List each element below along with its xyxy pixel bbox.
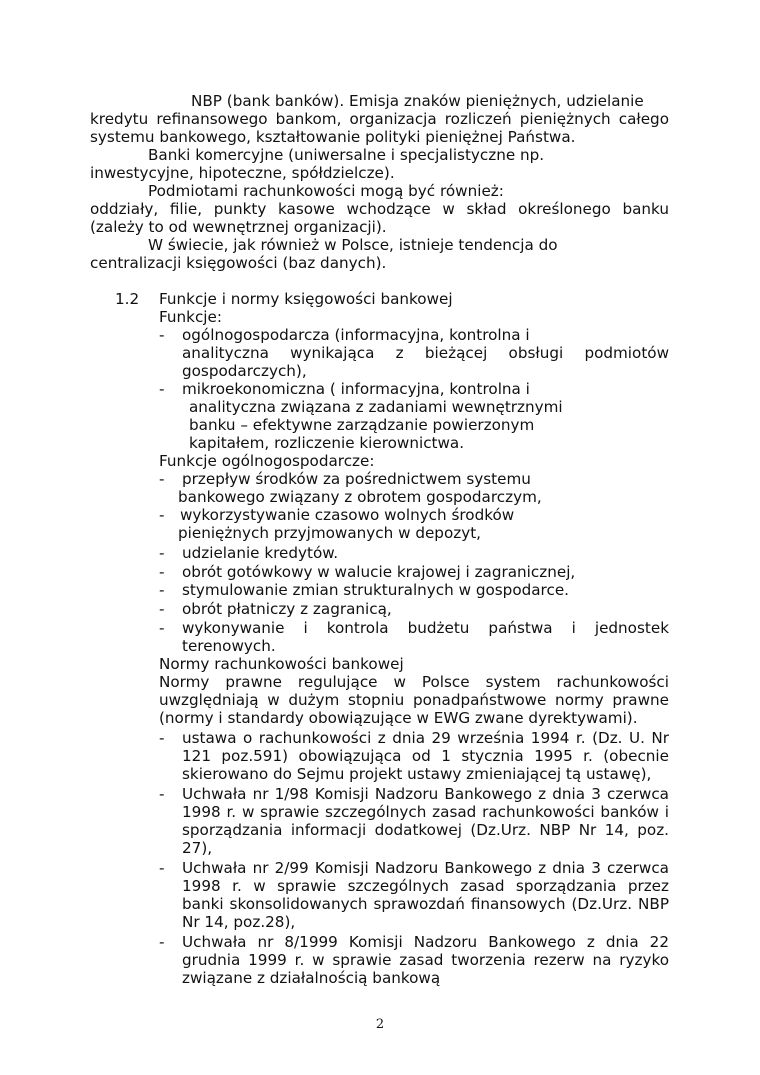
list-item-line: terenowych. bbox=[182, 637, 276, 655]
list-dash: - bbox=[159, 326, 165, 344]
list-dash: - bbox=[159, 581, 165, 599]
list-item-line: stymulowanie zmian strukturalnych w gospodarce. bbox=[182, 581, 569, 599]
list-dash: - bbox=[159, 380, 165, 398]
text-line: NBP (bank banków). Emisja znaków pieniężnych, udzielanie bbox=[191, 92, 644, 110]
normy-intro-line: uwzględniają w dużym stopniu ponadpaństwowe normy prawne bbox=[159, 691, 669, 709]
list-item-line: 1998 r. w sprawie szczególnych zasad sporządzania przez bbox=[182, 877, 669, 895]
text-line: Podmiotami rachunkowości mogą być również: bbox=[148, 182, 504, 200]
list-item-line: ogólnogospodarcza (informacyjna, kontrolna i bbox=[182, 326, 530, 344]
list-item-line: gospodarczych), bbox=[182, 362, 307, 380]
list-item-line: pieniężnych przyjmowanych w depozyt, bbox=[178, 524, 481, 542]
list-item-line: analityczna wynikająca z bieżącej obsługi podmiotów bbox=[182, 344, 669, 362]
list-item-line: obrót gotówkowy w walucie krajowej i zagranicznej, bbox=[182, 563, 576, 581]
list-item-line: wykorzystywanie czasowo wolnych środków bbox=[180, 506, 515, 524]
list-item-line: sporządzania informacji dodatkowej (Dz.Urz. NBP Nr 14, poz. bbox=[182, 821, 669, 839]
list-item-line: analityczna związana z zadaniami wewnętrznymi bbox=[189, 398, 563, 416]
list-item-line: Uchwała nr 1/98 Komisji Nadzoru Bankowego z dnia 3 czerwca bbox=[182, 785, 669, 803]
text-line: kredytu refinansowego bankom, organizacja rozliczeń pieniężnych całego bbox=[90, 110, 669, 128]
normy-intro-line: (normy i standardy obowiązujące w EWG zwane dyrektywami). bbox=[159, 709, 638, 727]
list-item-line: związane z działalnością bankową bbox=[182, 969, 441, 987]
text-line: oddziały, filie, punkty kasowe wchodzące w skład określonego banku bbox=[90, 200, 669, 218]
list-item-line: bankowego związany z obrotem gospodarczym, bbox=[178, 488, 542, 506]
list-item-line: mikroekonomiczna ( informacyjna, kontrolna i bbox=[182, 380, 530, 398]
list-dash: - bbox=[159, 933, 165, 951]
list-item-line: ustawa o rachunkowości z dnia 29 września 1994 r. (Dz. U. Nr bbox=[182, 729, 669, 747]
list-item-line: 27), bbox=[182, 839, 213, 857]
list-item-line: grudnia 1999 r. w sprawie zasad tworzenia rezerw na ryzyko bbox=[182, 951, 669, 969]
funkcje-label: Funkcje: bbox=[159, 308, 222, 326]
list-item-line: Uchwała nr 8/1999 Komisji Nadzoru Bankowego z dnia 22 bbox=[182, 933, 669, 951]
list-item-line: banku – efektywne zarządzanie powierzonym bbox=[189, 416, 535, 434]
list-dash: - bbox=[159, 506, 165, 524]
section-title: Funkcje i normy księgowości bankowej bbox=[159, 290, 453, 308]
text-line: centralizacji księgowości (baz danych). bbox=[90, 254, 387, 272]
normy-intro-line: Normy prawne regulujące w Polsce system rachunkowości bbox=[159, 673, 669, 691]
list-dash: - bbox=[159, 544, 165, 562]
list-item-line: obrót płatniczy z zagranicą, bbox=[182, 600, 392, 618]
section-number: 1.2 bbox=[115, 290, 140, 308]
list-item-line: Nr 14, poz.28), bbox=[182, 913, 296, 931]
list-item-line: skierowano do Sejmu projekt ustawy zmieniającej tą ustawę), bbox=[182, 765, 652, 783]
list-dash: - bbox=[159, 729, 165, 747]
list-dash: - bbox=[159, 600, 165, 618]
list-item-line: przepływ środków za pośrednictwem systemu bbox=[182, 470, 531, 488]
list-dash: - bbox=[159, 859, 165, 877]
text-line: inwestycyjne, hipoteczne, spółdzielcze). bbox=[90, 164, 395, 182]
ogolno-label: Funkcje ogólnogospodarcze: bbox=[159, 452, 375, 470]
text-line: (zależy to od wewnętrznej organizacji). bbox=[90, 218, 387, 236]
list-item-line: wykonywanie i kontrola budżetu państwa i jednostek bbox=[182, 619, 669, 637]
list-dash: - bbox=[159, 785, 165, 803]
page-number: 2 bbox=[375, 1017, 385, 1032]
list-item-line: Uchwała nr 2/99 Komisji Nadzoru Bankowego z dnia 3 czerwca bbox=[182, 859, 669, 877]
text-line: W świecie, jak również w Polsce, istnieje tendencja do bbox=[148, 236, 558, 254]
text-line: Banki komercyjne (uniwersalne i specjalistyczne np. bbox=[148, 146, 545, 164]
text-line: systemu bankowego, kształtowanie polityki pieniężnej Państwa. bbox=[90, 128, 576, 146]
normy-label: Normy rachunkowości bankowej bbox=[159, 655, 404, 673]
list-dash: - bbox=[159, 470, 165, 488]
list-item-line: kapitałem, rozliczenie kierownictwa. bbox=[189, 434, 465, 452]
list-dash: - bbox=[159, 563, 165, 581]
list-item-line: banki skonsolidowanych sprawozdań finansowych (Dz.Urz. NBP bbox=[182, 895, 669, 913]
list-item-line: 1998 r. w sprawie szczególnych zasad rachunkowości banków i bbox=[182, 803, 669, 821]
list-item-line: udzielanie kredytów. bbox=[182, 544, 339, 562]
list-dash: - bbox=[159, 619, 165, 637]
list-item-line: 121 poz.591) obowiązująca od 1 stycznia 1995 r. (obecnie bbox=[182, 747, 669, 765]
